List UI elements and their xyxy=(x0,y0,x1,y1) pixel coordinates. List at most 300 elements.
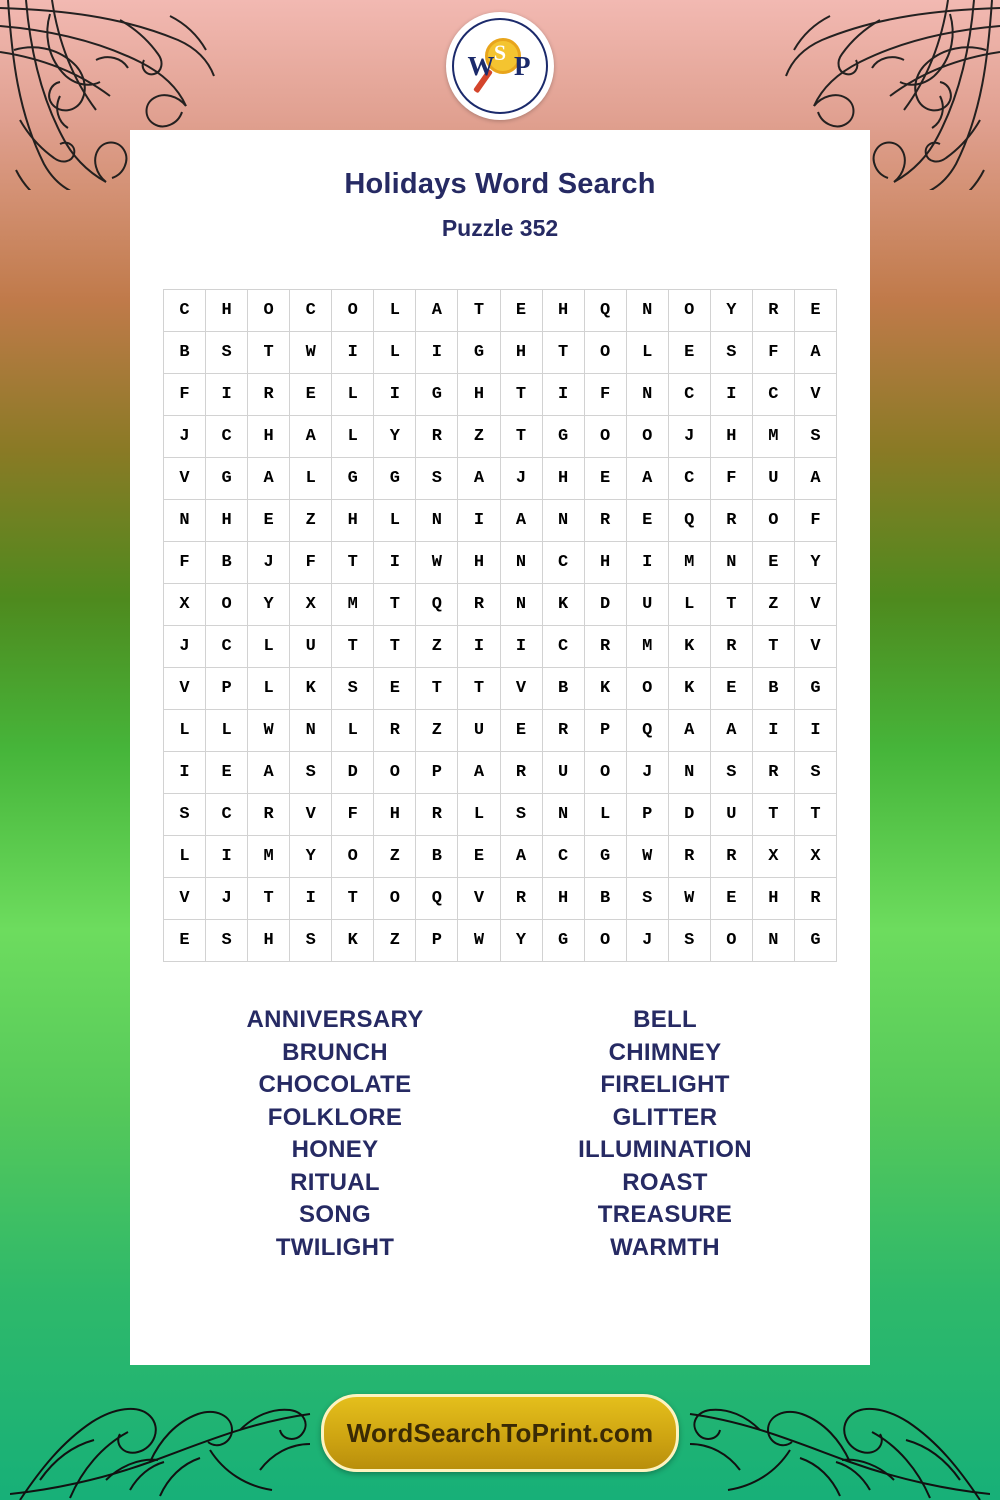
grid-cell[interactable]: O xyxy=(584,416,626,458)
grid-cell[interactable]: L xyxy=(164,710,206,752)
grid-cell[interactable]: I xyxy=(626,542,668,584)
word-list-item: RITUAL xyxy=(290,1168,380,1196)
grid-cell[interactable]: J xyxy=(206,878,248,920)
word-list-item: SONG xyxy=(299,1201,371,1228)
grid-row xyxy=(164,920,837,962)
grid-row xyxy=(164,710,837,752)
grid-cell[interactable]: V xyxy=(500,668,542,710)
grid-cell[interactable]: H xyxy=(500,332,542,374)
grid-cell[interactable]: R xyxy=(416,416,458,458)
grid-cell[interactable]: K xyxy=(668,626,710,668)
grid-cell[interactable]: S xyxy=(710,332,752,374)
grid-cell[interactable]: N xyxy=(626,374,668,416)
grid-cell[interactable]: H xyxy=(710,416,752,458)
logo-letter-s: S xyxy=(493,40,507,65)
grid-cell[interactable]: M xyxy=(332,584,374,626)
grid-cell[interactable]: N xyxy=(416,500,458,542)
grid-cell[interactable]: W xyxy=(290,332,332,374)
grid-cell[interactable]: T xyxy=(374,626,416,668)
grid-cell[interactable]: X xyxy=(794,836,836,878)
grid-cell[interactable]: V xyxy=(794,626,836,668)
grid-cell[interactable]: F xyxy=(164,542,206,584)
grid-cell[interactable]: T xyxy=(416,668,458,710)
grid-cell[interactable]: A xyxy=(290,416,332,458)
grid-cell[interactable]: I xyxy=(164,752,206,794)
grid-cell[interactable]: G xyxy=(794,920,836,962)
grid-cell[interactable]: C xyxy=(164,290,206,332)
grid-cell[interactable]: H xyxy=(542,290,584,332)
grid-cell[interactable]: L xyxy=(332,416,374,458)
grid-cell[interactable]: M xyxy=(248,836,290,878)
grid-cell[interactable]: L xyxy=(332,374,374,416)
grid-cell[interactable]: Z xyxy=(290,500,332,542)
grid-cell[interactable]: X xyxy=(290,584,332,626)
grid-cell[interactable]: G xyxy=(458,332,500,374)
grid-cell[interactable]: O xyxy=(752,500,794,542)
grid-cell[interactable]: C xyxy=(206,794,248,836)
grid-cell[interactable]: E xyxy=(584,458,626,500)
grid-cell[interactable]: V xyxy=(164,458,206,500)
grid-cell[interactable]: L xyxy=(374,500,416,542)
grid-cell[interactable]: T xyxy=(794,794,836,836)
grid-cell[interactable]: G xyxy=(416,374,458,416)
word-list-item: BRUNCH xyxy=(282,1038,388,1066)
grid-cell[interactable]: L xyxy=(668,584,710,626)
grid-cell[interactable]: U xyxy=(290,626,332,668)
grid-row xyxy=(164,458,837,500)
grid-cell[interactable]: H xyxy=(752,878,794,920)
grid-cell[interactable]: B xyxy=(584,878,626,920)
grid-cell[interactable]: E xyxy=(626,500,668,542)
grid-cell[interactable]: S xyxy=(668,920,710,962)
grid-cell[interactable]: L xyxy=(626,332,668,374)
word-list-item: TREASURE xyxy=(597,1201,733,1228)
grid-cell[interactable]: N xyxy=(500,584,542,626)
grid-cell[interactable]: L xyxy=(206,710,248,752)
grid-cell[interactable]: R xyxy=(752,752,794,794)
grid-cell[interactable]: I xyxy=(542,374,584,416)
grid-cell[interactable]: T xyxy=(500,416,542,458)
word-list-item: HONEY xyxy=(291,1136,379,1163)
grid-cell[interactable]: W xyxy=(668,878,710,920)
grid-cell[interactable]: R xyxy=(668,836,710,878)
grid-cell[interactable]: O xyxy=(626,668,668,710)
grid-cell[interactable]: R xyxy=(710,836,752,878)
grid-cell[interactable]: O xyxy=(374,752,416,794)
grid-cell[interactable]: T xyxy=(248,878,290,920)
grid-cell[interactable]: N xyxy=(626,290,668,332)
grid-cell[interactable]: X xyxy=(752,836,794,878)
grid-cell[interactable]: S xyxy=(164,794,206,836)
grid-cell[interactable]: L xyxy=(248,668,290,710)
grid-cell[interactable]: H xyxy=(332,500,374,542)
grid-cell[interactable]: O xyxy=(206,584,248,626)
grid-cell[interactable]: A xyxy=(458,458,500,500)
grid-cell[interactable]: D xyxy=(668,794,710,836)
grid-cell[interactable]: A xyxy=(416,290,458,332)
grid-cell[interactable]: H xyxy=(542,458,584,500)
grid-cell[interactable]: L xyxy=(332,710,374,752)
grid-cell[interactable]: D xyxy=(584,584,626,626)
grid-cell[interactable]: U xyxy=(542,752,584,794)
grid-cell[interactable]: L xyxy=(290,458,332,500)
grid-cell[interactable]: S xyxy=(500,794,542,836)
grid-cell[interactable]: O xyxy=(248,290,290,332)
grid-cell[interactable]: Y xyxy=(710,290,752,332)
grid-cell[interactable]: P xyxy=(626,794,668,836)
grid-cell[interactable]: F xyxy=(584,374,626,416)
grid-cell[interactable]: R xyxy=(500,752,542,794)
grid-cell[interactable]: L xyxy=(458,794,500,836)
grid-cell[interactable]: I xyxy=(710,374,752,416)
grid-cell[interactable]: O xyxy=(584,752,626,794)
grid-cell[interactable]: B xyxy=(206,542,248,584)
grid-cell[interactable]: S xyxy=(206,332,248,374)
grid-cell[interactable]: A xyxy=(500,500,542,542)
word-search-grid xyxy=(163,289,837,962)
grid-row xyxy=(164,626,837,668)
grid-cell[interactable]: T xyxy=(332,878,374,920)
grid-cell[interactable]: Z xyxy=(374,836,416,878)
grid-cell[interactable]: C xyxy=(290,290,332,332)
grid-cell[interactable]: G xyxy=(542,920,584,962)
grid-cell[interactable]: E xyxy=(710,668,752,710)
word-list-column-left xyxy=(170,1004,500,1264)
grid-cell[interactable]: Q xyxy=(668,500,710,542)
grid-cell[interactable]: R xyxy=(416,794,458,836)
grid-cell[interactable]: S xyxy=(710,752,752,794)
puzzle-number: Puzzle 352 xyxy=(441,215,559,241)
grid-cell[interactable]: S xyxy=(290,752,332,794)
grid-row xyxy=(164,584,837,626)
grid-cell[interactable]: Z xyxy=(374,920,416,962)
grid-cell[interactable]: C xyxy=(542,836,584,878)
grid-cell[interactable]: R xyxy=(248,374,290,416)
grid-cell[interactable]: S xyxy=(626,878,668,920)
grid-row xyxy=(164,374,837,416)
grid-cell[interactable]: P xyxy=(416,920,458,962)
grid-cell[interactable]: T xyxy=(500,374,542,416)
grid-cell[interactable]: T xyxy=(374,584,416,626)
grid-cell[interactable]: M xyxy=(752,416,794,458)
word-list-item: CHIMNEY xyxy=(608,1038,722,1066)
grid-cell[interactable]: R xyxy=(542,710,584,752)
grid-cell[interactable]: C xyxy=(668,458,710,500)
grid-cell[interactable]: N xyxy=(164,500,206,542)
grid-row xyxy=(164,794,837,836)
grid-cell[interactable]: R xyxy=(752,290,794,332)
grid-cell[interactable]: V xyxy=(290,794,332,836)
grid-cell[interactable]: C xyxy=(668,374,710,416)
grid-cell[interactable]: W xyxy=(626,836,668,878)
grid-cell[interactable]: U xyxy=(458,710,500,752)
grid-cell[interactable]: F xyxy=(752,332,794,374)
grid-row xyxy=(164,542,837,584)
grid-cell[interactable]: H xyxy=(248,920,290,962)
grid-cell[interactable]: I xyxy=(374,542,416,584)
grid-cell[interactable]: I xyxy=(206,374,248,416)
grid-cell[interactable]: A xyxy=(668,710,710,752)
grid-cell[interactable]: C xyxy=(542,626,584,668)
grid-row xyxy=(164,668,837,710)
grid-cell[interactable]: G xyxy=(332,458,374,500)
grid-cell[interactable]: W xyxy=(416,542,458,584)
grid-cell[interactable]: T xyxy=(458,668,500,710)
grid-cell[interactable]: K xyxy=(668,668,710,710)
grid-cell[interactable]: R xyxy=(374,710,416,752)
grid-cell[interactable]: F xyxy=(332,794,374,836)
grid-cell[interactable]: I xyxy=(416,332,458,374)
grid-cell[interactable]: H xyxy=(248,416,290,458)
word-list-item: BELL xyxy=(633,1006,697,1033)
grid-cell[interactable]: E xyxy=(248,500,290,542)
word-list xyxy=(170,1004,830,1264)
grid-cell[interactable]: U xyxy=(710,794,752,836)
grid-cell[interactable]: S xyxy=(416,458,458,500)
grid-cell[interactable]: T xyxy=(332,626,374,668)
grid-cell[interactable]: W xyxy=(248,710,290,752)
grid-row xyxy=(164,332,837,374)
grid-cell[interactable]: Y xyxy=(248,584,290,626)
grid-cell[interactable]: P xyxy=(206,668,248,710)
grid-cell[interactable]: A xyxy=(458,752,500,794)
grid-cell[interactable]: E xyxy=(500,290,542,332)
grid-cell[interactable]: H xyxy=(374,794,416,836)
grid-cell[interactable]: S xyxy=(794,416,836,458)
grid-cell[interactable]: H xyxy=(458,374,500,416)
grid-cell[interactable]: L xyxy=(164,836,206,878)
word-list-item: ROAST xyxy=(622,1168,708,1196)
word-list-item: FIRELIGHT xyxy=(600,1071,730,1098)
grid-cell[interactable]: S xyxy=(332,668,374,710)
website-button[interactable] xyxy=(321,1394,679,1472)
grid-cell[interactable]: Y xyxy=(290,836,332,878)
grid-row xyxy=(164,752,837,794)
word-list-column-right xyxy=(500,1004,830,1264)
grid-cell[interactable]: I xyxy=(458,500,500,542)
grid-cell[interactable]: Y xyxy=(794,542,836,584)
grid-cell[interactable]: P xyxy=(416,752,458,794)
grid-cell[interactable]: Q xyxy=(416,584,458,626)
grid-cell[interactable]: K xyxy=(332,920,374,962)
grid-cell[interactable]: O xyxy=(332,290,374,332)
grid-cell[interactable]: Q xyxy=(626,710,668,752)
grid-cell[interactable]: E xyxy=(290,374,332,416)
grid-cell[interactable]: A xyxy=(500,836,542,878)
grid-cell[interactable]: S xyxy=(794,752,836,794)
grid-cell[interactable]: I xyxy=(332,332,374,374)
grid-cell[interactable]: B xyxy=(416,836,458,878)
grid-cell[interactable]: J xyxy=(626,920,668,962)
grid-cell[interactable]: R xyxy=(458,584,500,626)
grid-cell[interactable]: I xyxy=(374,374,416,416)
grid-cell[interactable]: D xyxy=(332,752,374,794)
grid-cell[interactable]: O xyxy=(584,920,626,962)
logo-letter-p: P xyxy=(514,50,533,81)
grid-cell[interactable]: O xyxy=(374,878,416,920)
grid-cell[interactable]: E xyxy=(374,668,416,710)
grid-cell[interactable]: I xyxy=(794,710,836,752)
grid-cell[interactable]: J xyxy=(626,752,668,794)
grid-cell[interactable]: E xyxy=(668,332,710,374)
grid-cell[interactable]: K xyxy=(542,584,584,626)
grid-cell[interactable]: O xyxy=(626,416,668,458)
grid-cell[interactable]: E xyxy=(752,542,794,584)
grid-cell[interactable]: L xyxy=(584,794,626,836)
grid-cell[interactable]: L xyxy=(248,626,290,668)
grid-cell[interactable]: N xyxy=(542,500,584,542)
grid-cell[interactable]: A xyxy=(248,458,290,500)
grid-cell[interactable]: U xyxy=(752,458,794,500)
grid-cell[interactable]: C xyxy=(206,626,248,668)
word-list-item: GLITTER xyxy=(612,1103,718,1131)
grid-cell[interactable]: T xyxy=(542,332,584,374)
grid-cell[interactable]: I xyxy=(500,626,542,668)
word-list-item: TWILIGHT xyxy=(275,1233,395,1261)
grid-cell[interactable]: J xyxy=(500,458,542,500)
grid-cell[interactable]: V xyxy=(164,878,206,920)
grid-cell[interactable]: Z xyxy=(416,626,458,668)
grid-cell[interactable]: G xyxy=(542,416,584,458)
grid-cell[interactable]: Z xyxy=(416,710,458,752)
grid-cell[interactable]: M xyxy=(668,542,710,584)
grid-cell[interactable]: O xyxy=(710,920,752,962)
grid-cell[interactable]: R xyxy=(794,878,836,920)
grid-row xyxy=(164,878,837,920)
grid-cell[interactable]: T xyxy=(458,290,500,332)
grid-cell[interactable]: A xyxy=(794,332,836,374)
grid-cell[interactable]: S xyxy=(206,920,248,962)
grid-cell[interactable]: Z xyxy=(458,416,500,458)
grid-cell[interactable]: F xyxy=(794,500,836,542)
grid-cell[interactable]: Y xyxy=(500,920,542,962)
site-logo xyxy=(446,12,554,120)
grid-cell[interactable]: J xyxy=(164,416,206,458)
logo-letter-w: W xyxy=(467,50,497,81)
grid-cell[interactable]: R xyxy=(710,626,752,668)
grid-cell[interactable]: V xyxy=(164,668,206,710)
grid-cell[interactable]: J xyxy=(248,542,290,584)
grid-cell[interactable]: A xyxy=(626,458,668,500)
grid-cell[interactable]: I xyxy=(458,626,500,668)
grid-cell[interactable]: A xyxy=(794,458,836,500)
grid-cell[interactable]: F xyxy=(164,374,206,416)
grid-cell[interactable]: E xyxy=(794,290,836,332)
grid-cell[interactable]: G xyxy=(794,668,836,710)
grid-cell[interactable]: L xyxy=(374,290,416,332)
grid-cell[interactable]: G xyxy=(584,836,626,878)
grid-cell[interactable]: O xyxy=(584,332,626,374)
grid-cell[interactable]: O xyxy=(332,836,374,878)
grid-cell[interactable]: K xyxy=(290,668,332,710)
grid-cell[interactable]: E xyxy=(164,920,206,962)
word-list-item: ILLUMINATION xyxy=(578,1136,752,1163)
grid-cell[interactable]: R xyxy=(584,626,626,668)
grid-cell[interactable]: Q xyxy=(584,290,626,332)
grid-cell[interactable]: B xyxy=(542,668,584,710)
puzzle-sheet xyxy=(130,130,870,1365)
grid-cell[interactable]: R xyxy=(710,500,752,542)
grid-cell[interactable]: F xyxy=(710,458,752,500)
grid-cell[interactable]: N xyxy=(500,542,542,584)
grid-cell[interactable]: H xyxy=(206,500,248,542)
letter-grid xyxy=(163,289,837,962)
grid-cell[interactable]: E xyxy=(206,752,248,794)
grid-cell[interactable]: H xyxy=(458,542,500,584)
grid-cell[interactable]: M xyxy=(626,626,668,668)
grid-cell[interactable]: T xyxy=(248,332,290,374)
grid-cell[interactable]: E xyxy=(500,710,542,752)
grid-cell[interactable]: S xyxy=(290,920,332,962)
grid-cell[interactable]: E xyxy=(458,836,500,878)
grid-cell[interactable]: R xyxy=(584,500,626,542)
grid-cell[interactable]: J xyxy=(164,626,206,668)
grid-cell[interactable]: N xyxy=(752,920,794,962)
grid-cell[interactable]: N xyxy=(290,710,332,752)
grid-cell[interactable]: P xyxy=(584,710,626,752)
grid-cell[interactable]: G xyxy=(374,458,416,500)
grid-cell[interactable]: L xyxy=(374,332,416,374)
grid-cell[interactable]: C xyxy=(752,374,794,416)
grid-cell[interactable]: V xyxy=(794,374,836,416)
grid-row xyxy=(164,290,837,332)
logo-circle xyxy=(452,18,548,114)
word-list-item: ANNIVERSARY xyxy=(246,1006,424,1033)
grid-cell[interactable]: F xyxy=(290,542,332,584)
grid-cell[interactable]: G xyxy=(206,458,248,500)
grid-cell[interactable]: R xyxy=(500,878,542,920)
grid-cell[interactable]: N xyxy=(668,752,710,794)
grid-cell[interactable]: I xyxy=(206,836,248,878)
grid-cell[interactable]: C xyxy=(542,542,584,584)
grid-cell[interactable]: C xyxy=(206,416,248,458)
word-list-item: FOLKLORE xyxy=(267,1103,403,1131)
grid-cell[interactable]: U xyxy=(626,584,668,626)
grid-cell[interactable]: Y xyxy=(374,416,416,458)
grid-cell[interactable]: A xyxy=(248,752,290,794)
grid-cell[interactable]: O xyxy=(668,290,710,332)
grid-cell[interactable]: V xyxy=(458,878,500,920)
grid-cell[interactable]: W xyxy=(458,920,500,962)
grid-cell[interactable]: R xyxy=(248,794,290,836)
page-title: Holidays Word Search xyxy=(344,168,656,200)
grid-cell[interactable]: H xyxy=(542,878,584,920)
grid-cell[interactable]: A xyxy=(710,710,752,752)
grid-row xyxy=(164,500,837,542)
grid-cell[interactable]: Q xyxy=(416,878,458,920)
grid-cell[interactable]: E xyxy=(710,878,752,920)
grid-cell[interactable]: H xyxy=(584,542,626,584)
grid-cell[interactable]: V xyxy=(794,584,836,626)
grid-row xyxy=(164,416,837,458)
grid-cell[interactable]: I xyxy=(290,878,332,920)
grid-cell[interactable]: J xyxy=(668,416,710,458)
grid-cell[interactable]: B xyxy=(752,668,794,710)
grid-cell[interactable]: T xyxy=(332,542,374,584)
grid-cell[interactable]: B xyxy=(164,332,206,374)
word-list-item: CHOCOLATE xyxy=(258,1071,412,1098)
grid-cell[interactable]: X xyxy=(164,584,206,626)
grid-cell[interactable]: K xyxy=(584,668,626,710)
grid-cell[interactable]: T xyxy=(752,626,794,668)
grid-cell[interactable]: N xyxy=(710,542,752,584)
grid-cell[interactable]: T xyxy=(710,584,752,626)
grid-cell[interactable]: H xyxy=(206,290,248,332)
grid-cell[interactable]: T xyxy=(752,794,794,836)
grid-cell[interactable]: I xyxy=(752,710,794,752)
grid-cell[interactable]: N xyxy=(542,794,584,836)
grid-cell[interactable]: Z xyxy=(752,584,794,626)
